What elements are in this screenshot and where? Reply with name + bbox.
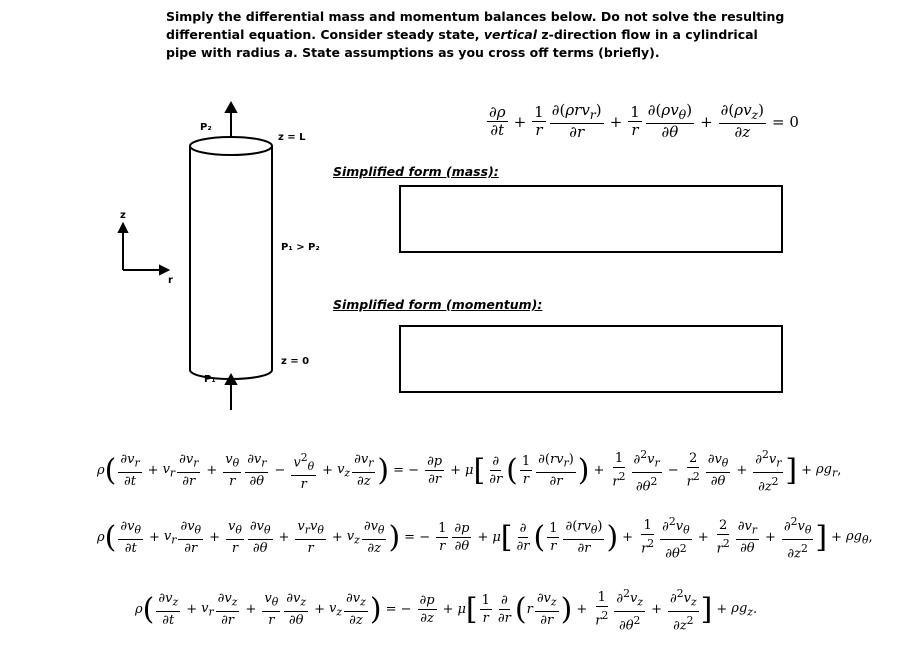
instructions-radius: a	[284, 45, 294, 60]
mass-answer-box[interactable]	[399, 185, 783, 253]
r-momentum-equation: ρ ( $\frac{\partial v_r}{\partial t}$ + $v_r$ $\frac{\partial v_r}{\partial r}$ + $\frac{v_\theta}{r}$ $\frac{\partial v_r}{\partial\theta}$ − $\frac{v^2_\theta}{r}$ + $v_z$ $\frac{\partial v_r}{\partial z}$ ) = − $\frac{\partial p}{\partial r}$ + μ [ $\frac{\partial}{\partial r}$ ( $\frac{1}{r}$ $\frac{\partial(rv_r)}{\partial r}$ ) + $\frac{1}{r^2}$ $\frac{\partial^2v_r}{\partial\theta^2}$ − $\frac{2}{r^2}$ $\frac{\partial v_\theta}{\partial\theta}$ + $\frac{\partial^2v_r}{\partial z^2}$ ] + $\rho g_r$ ,	[97, 448, 842, 495]
label-pressure: P₁ > P₂	[281, 242, 320, 253]
flow-arrow-bottom-head	[226, 375, 236, 384]
z-axis-head	[119, 224, 127, 232]
label-z-bottom: z = 0	[281, 356, 310, 367]
r-axis-head	[160, 266, 168, 274]
theta-momentum-equation: ρ ( $\frac{\partial v_\theta}{\partial t}$ + $v_r$ $\frac{\partial v_\theta}{\partial r}$ + $\frac{v_\theta}{r}$ $\frac{\partial v_\theta}{\partial\theta}$ + $\frac{v_rv_\theta}{r}$ + $v_z$ $\frac{\partial v_\theta}{\partial z}$ ) = − $\frac{1}{r}$ $\frac{\partial p}{\partial\theta}$ + μ [ $\frac{\partial}{\partial r}$ ( $\frac{1}{r}$ $\frac{\partial(rv_\theta)}{\partial r}$ ) + $\frac{1}{r^2}$ $\frac{\partial^2v_\theta}{\partial\theta^2}$ + $\frac{2}{r^2}$ $\frac{\partial v_r}{\partial\theta}$ + $\frac{\partial^2v_\theta}{\partial z^2}$ ] + $\rho g_\theta$ ,	[97, 515, 873, 562]
label-p1: P₁	[204, 374, 216, 385]
momentum-answer-box[interactable]	[399, 325, 783, 393]
momentum-section-label: Simplified form (momentum):	[333, 297, 543, 312]
label-z-top: z = L	[278, 132, 306, 143]
instructions-text-3: . State assumptions as you cross off terms (briefly).	[293, 45, 660, 60]
axis-r-label: r	[168, 275, 173, 286]
axis-z-label: z	[120, 210, 126, 221]
instructions-vertical: vertical	[483, 27, 538, 42]
instructions-text-2: z-direction flow in a cylindrical pipe with radius	[166, 27, 758, 60]
flow-arrow-top-head	[226, 103, 236, 112]
mass-section-label: Simplified form (mass):	[333, 164, 499, 179]
mass-continuity-equation: $\frac{\partial\rho}{\partial t}$ + $\frac{1}{r}$ $\frac{\partial(\rho rv_r)}{\partial r}$ + $\frac{1}{r}$ $\frac{\partial(\rho v_\theta)}{\partial\theta}$ + $\frac{\partial(\rho v_z)}{\partial z}$ = 0	[489, 101, 799, 141]
z-momentum-equation: ρ ( $\frac{\partial v_z}{\partial t}$ + $v_r$ $\frac{\partial v_z}{\partial r}$ + $\frac{v_\theta}{r}$ $\frac{\partial v_z}{\partial\theta}$ + $v_z$ $\frac{\partial v_z}{\partial z}$ ) = − $\frac{\partial p}{\partial z}$ + μ [ $\frac{1}{r}$ $\frac{\partial}{\partial r}$ ( r $\frac{\partial v_z}{\partial r}$ ) + $\frac{1}{r^2}$ $\frac{\partial^2v_z}{\partial\theta^2}$ + $\frac{\partial^2v_z}{\partial z^2}$ ] + $\rho g_z$ .	[135, 587, 758, 634]
pipe-top-ellipse	[190, 137, 272, 155]
label-p2: P₂	[200, 122, 212, 133]
instructions-text-1: Simply the differential mass and momentum balances below. Do not solve the resulting differential equation. Consider steady state,	[166, 9, 785, 42]
